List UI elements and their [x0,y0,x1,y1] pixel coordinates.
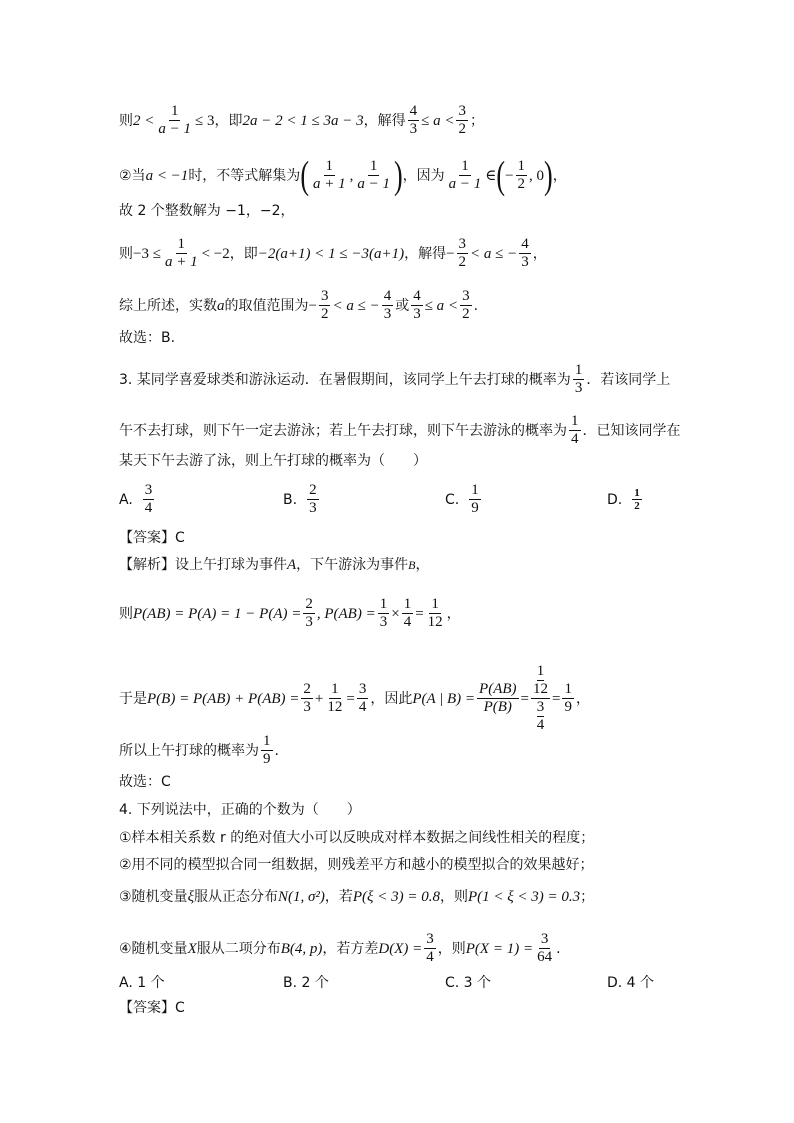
fraction: $\frac{2}{3}$ [305,596,313,630]
analysis-3: 【解析】设上午打球为事件 A ，下午游泳为事件 B ， [119,557,430,573]
paren: ( [300,153,309,197]
question-4: 4. 下列说法中，正确的个数为（ ） [119,802,361,818]
math: ≤ a < [424,297,459,314]
fraction: $\frac{3}{2}$ [458,236,467,270]
text: 故选：B. [119,330,176,346]
math: a < −1 [145,167,189,184]
text: 则 [119,245,133,262]
text: 或 [395,297,410,314]
math: < −2 [201,245,230,262]
fraction: $\frac{1}{3}$ [379,596,388,630]
math: , P(AB) = [316,605,376,622]
option-a: A. $\frac{3}{4}$ [119,482,153,516]
text: ，即 [214,112,243,129]
compound-fraction: 1 12 3 4 [532,663,548,733]
text: ，解得 [404,245,447,262]
statement-4: ④随机变量 X 服从二项分布 B(4, p) ，若方差 D(X) = $\frac{3}{4}$ ，则 P(X = 1) = $\frac{3}{64}$ . [119,931,561,965]
line-1 [119,103,484,138]
option-c: C. $\frac{1}{9}$ [445,482,479,516]
fraction: $\frac{4}{3}$ [413,288,421,322]
fraction: $\frac{2}{3}$ [303,681,311,715]
line-2: ②当 a < −1 时，不等式解集为 ( $\frac{1}{a + 1}$ , $\frac{1}{a - 1}$ ) ，因为 $\frac{1}{a - 1}$ ∈ ( − $\frac{1}{2}$ , 0 ) ， [119,153,567,197]
text: 时，不等式解集为 [188,167,301,184]
paren: ) [544,153,553,197]
text: ； [469,112,484,129]
math: − [446,245,455,262]
text: ， [552,167,567,184]
fraction: $\frac{2}{3}$ [309,482,317,516]
equation-2: 于是 P(B) = P(AB) + P(AB) = $\frac{2}{3}$ + $\frac{1}{12}$ = $\frac{3}{4}$ ，因此 P(A | B) = $\frac{P(AB)}{P(B)}$ = 1 12 3 4 = $\frac{1}{9}$ ， [119,663,590,733]
math: P(A | B) = [412,690,476,707]
fraction: $\frac{4}{3}$ [521,236,529,270]
text: ．已知该同学在 [582,422,681,439]
text: ②当 [119,167,146,184]
question-3-line-2 [119,413,681,448]
math: < a ≤ − [470,245,518,262]
select-3: 故选：C [119,774,171,790]
line-3 [119,201,295,221]
fraction: $\frac{1}{12}$ [427,596,443,630]
fraction: $\frac{1}{a - 1}$ [448,158,482,192]
math: − [505,167,514,184]
text: ，即 [229,245,258,262]
math: a [217,297,225,314]
fraction: $\frac{P(AB)}{P(B)}$ [479,681,517,715]
math: , 0 [529,167,545,184]
text: ．若该同学上 [586,371,671,388]
fraction: $\frac{4}{3}$ [383,288,392,322]
fraction: $\frac{1}{a + 1}$ [164,236,198,270]
text: 午不去打球，则下午一定去游泳；若上午去打球，则下午去游泳的概率为 [119,422,567,439]
answer-3: 【答案】C [119,530,185,546]
fraction: $\frac{3}{4}$ [358,681,367,715]
statement-1: ①样本相关系数 r 的绝对值大小可以反映成对样本数据之间线性相关的程度； [119,830,595,846]
fraction: $\frac{1}{4}$ [403,596,412,630]
fraction: $\frac{3}{2}$ [320,288,329,322]
fraction: $\frac{1}{12}$ [327,681,343,715]
fraction: $\frac{3}{2}$ [462,288,470,322]
math: ∈ [485,167,497,184]
fraction: $\frac{3}{4}$ [426,931,434,965]
text: 某天下午去游了泳，则上午打球的概率为（ ） [119,453,427,469]
math: −2(a+1) < 1 ≤ −3(a+1) [257,245,405,262]
math: −3 ≤ [133,245,161,262]
fraction: $\frac{4}{3}$ [409,103,418,137]
fraction: $\frac{1}{4}$ [571,413,579,447]
line-6 [119,328,175,348]
text: 故 2 个整数解为 −1，−2， [119,203,295,219]
text: ，解得 [363,112,406,129]
line-5 [119,288,478,323]
option4-c: C. 3 个 [445,975,492,991]
math: 2a − 2 < 1 ≤ 3a − 3 [242,112,364,129]
math: − [308,297,317,314]
text: . [473,297,479,314]
fraction: $\frac{1}{2}$ [634,487,640,512]
equation-1: 则 P(AB) = P(A) = 1 − P(A) = $\frac{2}{3}$ , P(AB) = $\frac{1}{3}$ × $\frac{1}{4}$ = $\frac{1}{12}$ ， [119,596,461,630]
fraction: $\frac{1}{a - 1}$ [158,103,191,137]
fraction: $\frac{1}{3}$ [574,362,583,396]
option4-d: D. 4 个 [607,975,655,991]
statement-2: ②用不同的模型拟合同一组数据，则残差平方和越小的模型拟合的效果越好； [119,857,594,873]
fraction: $\frac{1}{9}$ [263,733,271,767]
text: 则 [119,112,133,129]
fraction: $\frac{3}{4}$ [144,482,153,516]
answer-4: 【答案】C [119,1000,185,1016]
statement-3: ③随机变量 ξ 服从正态分布 N(1, σ²) ，若 P(ξ < 3) = 0.8 ，则 P(1 < ξ < 3) = 0.3 ； [119,889,595,905]
option-d: D. $\frac{1}{2}$ [607,487,640,512]
fraction: $\frac{1}{9}$ [471,482,479,516]
paren: ( [496,153,506,197]
fraction: $\frac{3}{64}$ [537,931,553,965]
text: 3. 某同学喜爱球类和游泳运动．在暑假期间，该同学上午去打球的概率为 [119,371,571,388]
math: < a ≤ − [332,297,380,314]
fraction: $\frac{1}{9}$ [564,681,572,715]
text: 综上所述，实数 [119,297,217,314]
result-3: 所以上午打球的概率为 $\frac{1}{9}$ . [119,733,279,767]
option-b: B. $\frac{2}{3}$ [283,482,317,516]
text: ， [532,245,547,262]
fraction: $\frac{1}{2}$ [517,158,526,192]
math: ≤ a < [421,112,455,129]
text: ，因为 [402,167,445,184]
math: ≤ 3 [195,112,215,129]
option4-a: A. 1 个 [119,975,165,991]
option4-b: B. 2 个 [283,975,329,991]
paren: ) [393,153,403,197]
line-4 [119,236,547,271]
fraction: $\frac{1}{a + 1}$ [312,158,346,192]
question-3-line-1 [119,362,670,397]
question-3-line-3 [119,451,427,471]
math: P(B) = P(AB) + P(AB) = [147,690,300,707]
text: 的取值范围为 [224,297,309,314]
math: P(AB) = P(A) = 1 − P(A) = [133,605,302,622]
fraction: $\frac{1}{a - 1}$ [357,158,390,192]
fraction: $\frac{3}{2}$ [458,103,466,137]
math: 2 < [133,112,155,129]
